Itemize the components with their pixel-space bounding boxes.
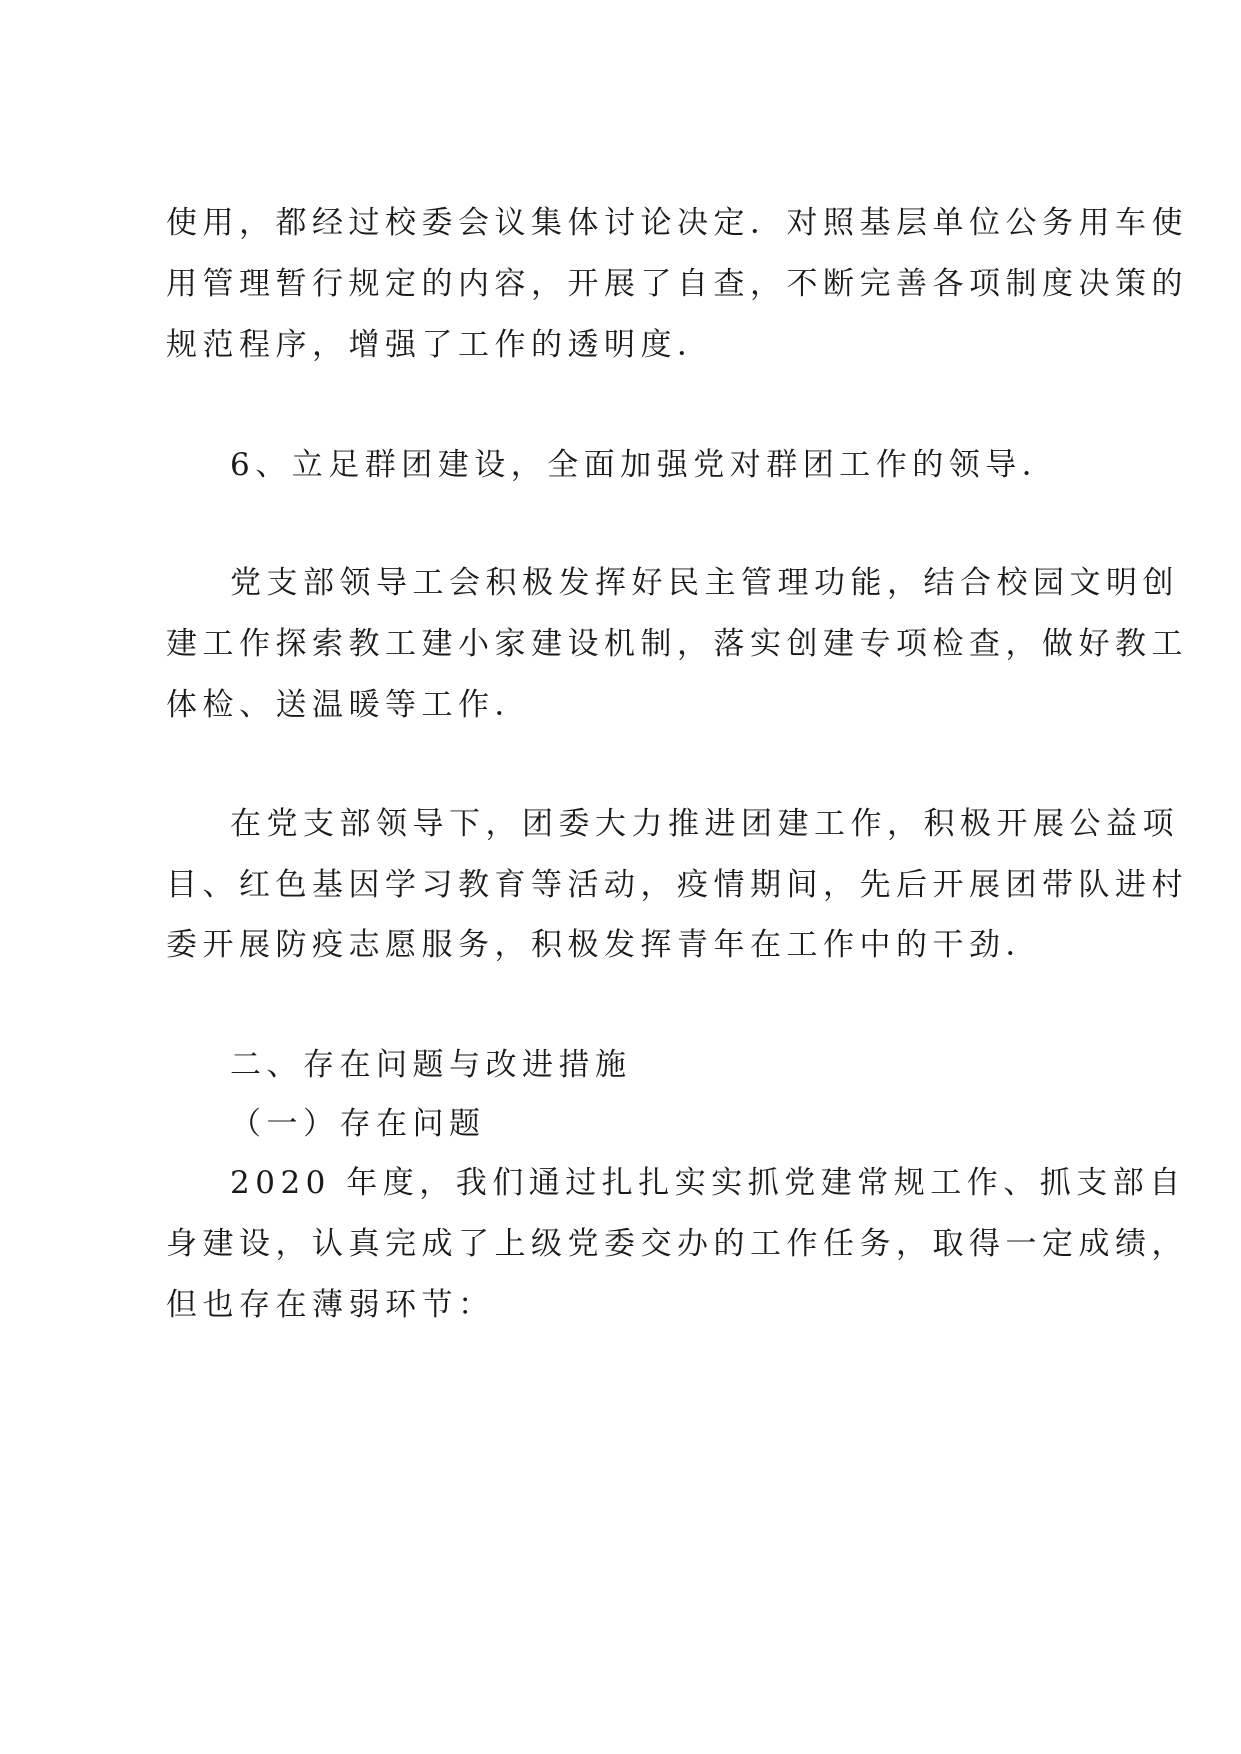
paragraph-line: 2020 年度，我们通过扎扎实实抓党建常规工作、抓支部自: [230, 1165, 1186, 1201]
subsection-heading-1: （一）存在问题: [230, 1106, 486, 1142]
paragraph-line: 体检、送温暖等工作．: [166, 687, 531, 723]
paragraph-line: 用管理暂行规定的内容，开展了自查，不断完善各项制度决策的: [166, 266, 1188, 302]
paragraph-line: 使用，都经过校委会议集体讨论决定．对照基层单位公务用车使: [166, 205, 1188, 241]
paragraph-line: 规范程序，增强了工作的透明度．: [166, 327, 714, 363]
section-heading-2: 二、存在问题与改进措施: [230, 1047, 632, 1083]
paragraph-line: 党支部领导工会积极发挥好民主管理功能，结合校园文明创: [230, 565, 1179, 601]
paragraph-line: 在党支部领导下，团委大力推进团建工作，积极开展公益项: [230, 806, 1179, 842]
section-heading-6: 6、立足群团建设，全面加强党对群团工作的领导．: [230, 447, 1059, 483]
paragraph-line: 身建设，认真完成了上级党委交办的工作任务，取得一定成绩，: [166, 1226, 1188, 1262]
paragraph-line: 目、红色基因学习教育等活动，疫情期间，先后开展团带队进村: [166, 867, 1188, 903]
paragraph-line: 委开展防疫志愿服务，积极发挥青年在工作中的干劲．: [166, 927, 1042, 963]
paragraph-line: 建工作探索教工建小家建设机制，落实创建专项检查，做好教工: [166, 626, 1188, 662]
paragraph-line: 但也存在薄弱环节：: [166, 1287, 495, 1323]
